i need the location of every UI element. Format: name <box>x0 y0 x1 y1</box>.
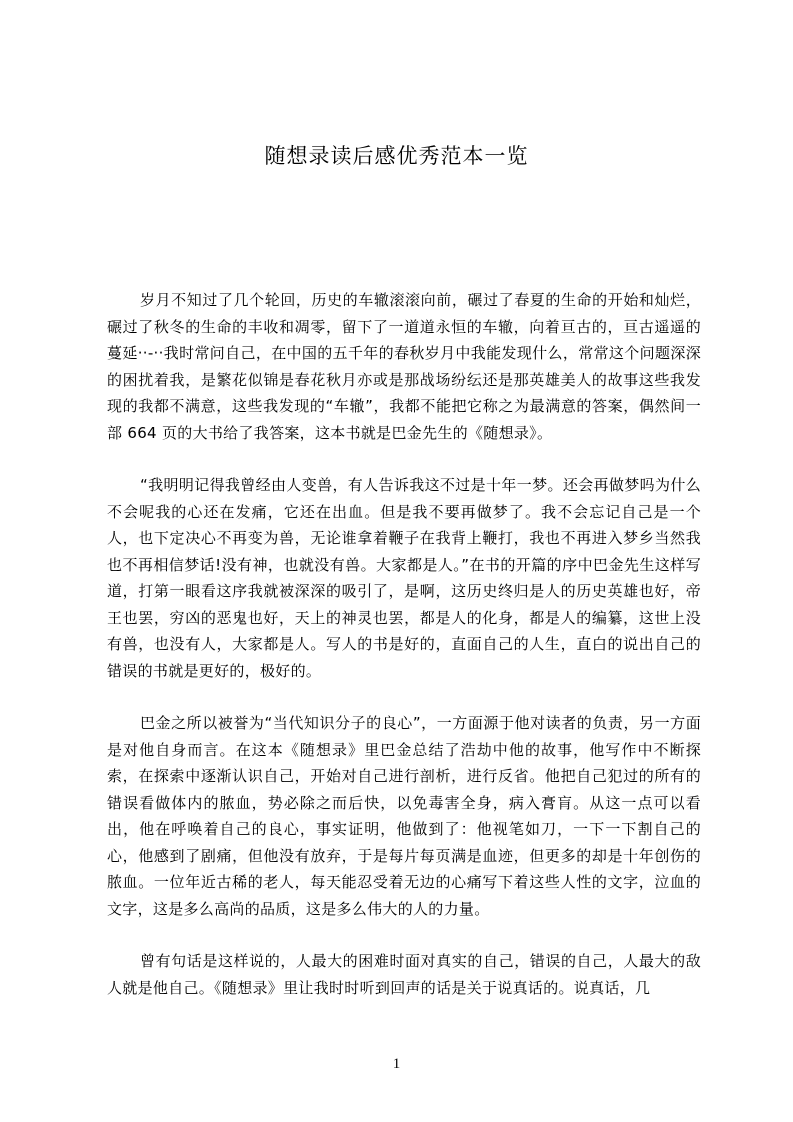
page-number: 1 <box>392 1056 401 1072</box>
document-body <box>107 287 701 1027</box>
document-title: 随想录读后感优秀范本一览 <box>264 144 529 168</box>
paragraph-4: 曾有句话是这样说的，人最大的困难时面对真实的自己，错误的自己，人最大的敌人就是他自己。《随想录》里让我时时听到回声的话是关于说真话的。说真话，几 <box>107 952 701 997</box>
paragraph-2: “我明明记得我曾经由人变兽，有人告诉我这不过是十年一梦。还会再做梦吗为什么不会呢我的心还在发痛，它还在出血。但是我不要再做梦了。我不会忘记自己是一个人，也下定决心不再变为兽，无论谁拿着鞭子在我背上鞭打，我也不再进入梦乡当然我也不再相信梦话!没有神，也就没有兽。大家都是人。”在书的开篇的序中巴金先生这样写道，打第一眼看这序我就被深深的吸引了，是啊，这历史终归是人的历史英雄也好，帝王也罢，穷凶的恶鬼也好，天上的神灵也罢，都是人的化身，都是人的编纂，这世上没有兽，也没有人，大家都是人。写人的书是好的，直面自己的人生，直白的说出自己的错误的书就是更好的，极好的。 <box>107 476 701 680</box>
paragraph-1: 岁月不知过了几个轮回，历史的车辙滚滚向前，碾过了春夏的生命的开始和灿烂，碾过了秋冬的生命的丰收和凋零，留下了一道道永恒的车辙，向着亘古的，亘古遥遥的蔓延··-··我时常问自己，在中国的五千年的春秋岁月中我能发现什么，常常这个问题深深的困扰着我，是繁花似锦是春花秋月亦或是那战场纷纭还是那英雄美人的故事这些我发现的我都不满意，这些我发现的“车辙”，我都不能把它称之为最满意的答案，偶然间一部 664 页的大书给了我答案，这本书就是巴金先生的《随想录》。 <box>107 291 701 442</box>
paragraph-3: 巴金之所以被誉为“当代知识分子的良心”，一方面源于他对读者的负责，另一方面是对他自身而言。在这本《随想录》里巴金总结了浩劫中他的故事，他写作中不断探索，在探索中逐渐认识自己，开始对自己进行剖析，进行反省。他把自己犯过的所有的错误看做体内的脓血，势必除之而后快，以免毒害全身，病入膏肓。从这一点可以看出，他在呼唤着自己的良心，事实证明，他做到了：他视笔如刀，一下一下割自己的心，他感到了剧痛，但他没有放弃，于是每片每页满是血迹，但更多的却是十年创伤的脓血。一位年近古稀的老人，每天能忍受着无边的心痛写下着这些人性的文字，泣血的文字，这是多么高尚的品质，这是多么伟大的人的力量。 <box>107 714 701 918</box>
